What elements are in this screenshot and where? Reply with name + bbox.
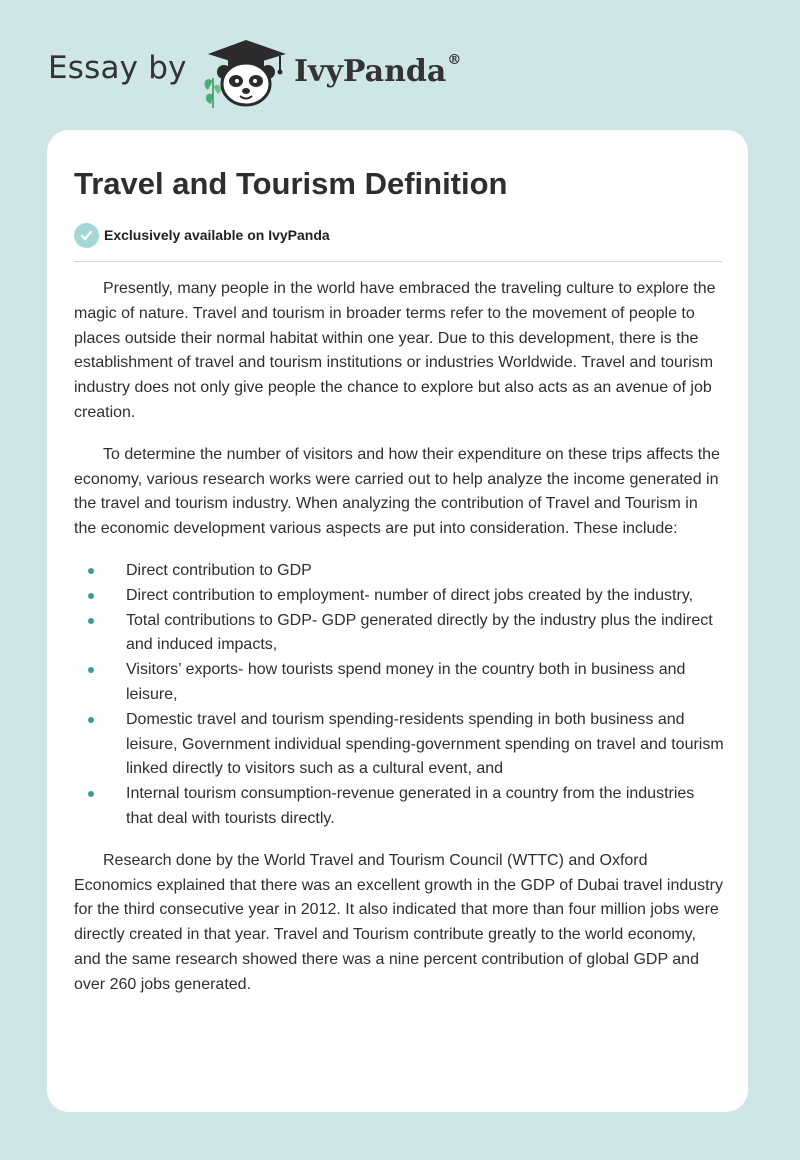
essay-card bbox=[47, 130, 748, 1112]
bullet-icon bbox=[88, 717, 94, 723]
essay-by-label: Essay by bbox=[48, 50, 187, 86]
contribution-list bbox=[74, 559, 724, 832]
bullet-icon bbox=[88, 593, 94, 599]
paragraph: To determine the number of visitors and how their expenditure on these trips affects the economy, various research works were carried out to help analyze the income generated in the travel and tourism industry. When analyzing the contribution of Travel and Tourism in the economic development various aspects are put into consideration. These include: bbox=[74, 445, 720, 538]
divider bbox=[74, 261, 722, 262]
page-title: Travel and Tourism Definition bbox=[74, 166, 508, 201]
panda-graduate-logo-icon[interactable] bbox=[200, 34, 292, 110]
exclusive-badge bbox=[74, 222, 330, 248]
essay-body bbox=[74, 277, 724, 1015]
list-item: Direct contribution to GDP bbox=[74, 559, 724, 584]
exclusive-badge-label: Exclusively available on IvyPanda bbox=[104, 227, 330, 243]
list-item: Internal tourism consumption-revenue generated in a country from the industries that deal with tourists directly. bbox=[74, 782, 724, 832]
bullet-icon bbox=[88, 667, 94, 673]
ivypanda-wordmark[interactable]: IvyPanda® bbox=[294, 52, 462, 89]
bullet-icon bbox=[88, 618, 94, 624]
list-item: Domestic travel and tourism spending-residents spending in both business and leisure, Government individual spending-government spending on travel and tourism linked directly to visitors such as a cultural event, and bbox=[74, 708, 724, 782]
site-header bbox=[0, 0, 800, 130]
list-item: Direct contribution to employment- number of direct jobs created by the industry, bbox=[74, 584, 724, 609]
paragraph: Presently, many people in the world have embraced the traveling culture to explore the magic of nature. Travel and tourism in broader terms refer to the movement of people to places outside their normal habitat within one year. Due to this development, there is the establishment of travel and tourism institutions or industries Worldwide. Travel and tourism industry does not only give people the chance to explore but also acts as an avenue of job creation. bbox=[74, 280, 716, 421]
paragraph: Research done by the World Travel and Tourism Council (WTTC) and Oxford Economics explained that there was an excellent growth in the GDP of Dubai travel industry for the third consecutive year in 2012. It also indicated that more than four million jobs were directly created in that year. Travel and Tourism contribute greatly to the world economy, and the same research showed there was a nine percent contribution of global GDP and over 260 jobs generated. bbox=[74, 851, 723, 993]
registered-mark: ® bbox=[447, 52, 462, 68]
list-item: Total contributions to GDP- GDP generated directly by the industry plus the indirect and induced impacts, bbox=[74, 609, 724, 659]
bullet-icon bbox=[88, 791, 94, 797]
check-icon bbox=[74, 223, 99, 248]
bullet-icon bbox=[88, 568, 94, 574]
list-item: Visitors’ exports- how tourists spend money in the country both in business and leisure, bbox=[74, 658, 724, 708]
